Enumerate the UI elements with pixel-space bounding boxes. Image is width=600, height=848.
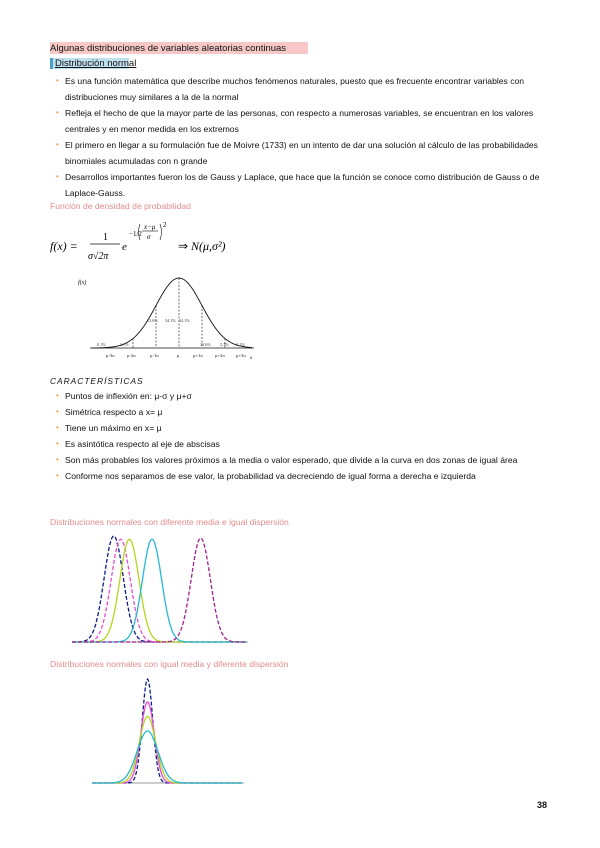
- bell-percent-labels: [97, 318, 245, 347]
- chart2-heading: Distribuciones normales con igual media y diferente dispersión: [50, 659, 289, 669]
- characteristics-heading: CARACTERÍSTICAS: [50, 376, 144, 386]
- intro-bullet-list: [56, 73, 543, 201]
- bell-curve: [92, 278, 252, 348]
- chart-different-means: [72, 533, 248, 645]
- bell-pct-2: 13.6%: [147, 318, 158, 323]
- list-item: • Tiene un máximo en x= μ: [56, 420, 543, 436]
- formula-numerator: 1: [103, 232, 108, 243]
- density-formula: [50, 222, 290, 264]
- density-heading: Función de densidad de probabilidad: [50, 201, 191, 211]
- formula-arrow: ⇒: [178, 239, 189, 253]
- section-title: Distribución normal: [55, 58, 137, 69]
- formula-denominator: σ√2π: [88, 251, 109, 262]
- list-item: • Es asintótica respecto al eje de abscisas: [56, 436, 543, 452]
- bell-tick-5: μ+2σ: [215, 353, 225, 358]
- bell-pct-4: 34.1%: [179, 318, 190, 323]
- list-item: • Puntos de inflexión en: μ-σ y μ+σ: [56, 388, 543, 404]
- series-line-5: [72, 538, 246, 642]
- bell-tick-6: μ+3σ: [236, 353, 246, 358]
- series-line-1: [92, 679, 242, 783]
- characteristics-list: [56, 388, 543, 484]
- bell-pct-7: 0.1%: [236, 342, 245, 347]
- normal-bell-figure: [76, 270, 256, 368]
- formula-exp-pow: 2: [163, 222, 167, 229]
- formula-exp-den: σ: [147, 233, 151, 241]
- bell-sigma-lines: [110, 278, 248, 348]
- bell-tick-0: μ-3σ: [106, 353, 115, 358]
- bell-tick-2: μ-1σ: [150, 353, 159, 358]
- list-item: • Refleja el hecho de que la mayor parte de las personas, con respecto a numerosas variables, se encuentran en los valores centrales y en menor medida en los extremos: [56, 105, 543, 137]
- bell-pct-0: 0.1%: [97, 342, 106, 347]
- formula-lhs: f(x) =: [50, 239, 78, 253]
- series-line-2: [92, 702, 242, 783]
- chart1-heading: Distribuciones normales con diferente media e igual dispersión: [50, 517, 289, 527]
- bell-x-label: x: [250, 356, 253, 361]
- bell-tick-4: μ+1σ: [193, 353, 203, 358]
- formula-base: e: [122, 241, 127, 253]
- formula-rhs: N(μ,σ²): [191, 239, 226, 253]
- page-number: 38: [537, 800, 548, 810]
- formula-exp-coef: −1/2: [129, 230, 142, 238]
- list-item: • Conforme nos separamos de ese valor, la probabilidad va decreciendo de igual forma a derecha e izquierda: [56, 468, 543, 484]
- list-item: • Simétrica respecto a x= μ: [56, 404, 543, 420]
- bell-pct-5: 13.6%: [200, 342, 211, 347]
- bell-tick-3: μ: [177, 353, 180, 358]
- formula-exp-num: x−μ: [144, 223, 156, 231]
- list-item: • El primero en llegar a su formulación fue de Moivre (1733) en un intento de dar una solución al cálculo de las probabilidades binomiales acumuladas con n grande: [56, 137, 543, 169]
- list-item: • Desarrollos importantes fueron los de Gauss y Laplace, que hace que la función se conoce como distribución de Gauss o de Laplace-Gauss.: [56, 169, 543, 201]
- bell-pct-6: 2.1%: [220, 342, 229, 347]
- list-item: • Son más probables los valores próximos a la media o valor esperado, que divide a la curva en dos zonas de igual área: [56, 452, 543, 468]
- bell-pct-1: 2.1%: [120, 342, 129, 347]
- page-title: Algunas distribuciones de variables aleatorias continuas: [50, 43, 287, 54]
- bell-y-label: f(x): [78, 280, 87, 286]
- series-line-4: [92, 731, 242, 783]
- bell-pct-3: 34.1%: [165, 318, 176, 323]
- bell-x-ticks: [106, 353, 246, 358]
- chart-different-dispersion: [92, 676, 244, 786]
- bell-tick-1: μ-2σ: [127, 353, 136, 358]
- list-item: • Es una función matemática que describe muchos fenómenos naturales, puesto que es frecuente encontrar variables con distribuciones muy similares a la de la normal: [56, 73, 543, 105]
